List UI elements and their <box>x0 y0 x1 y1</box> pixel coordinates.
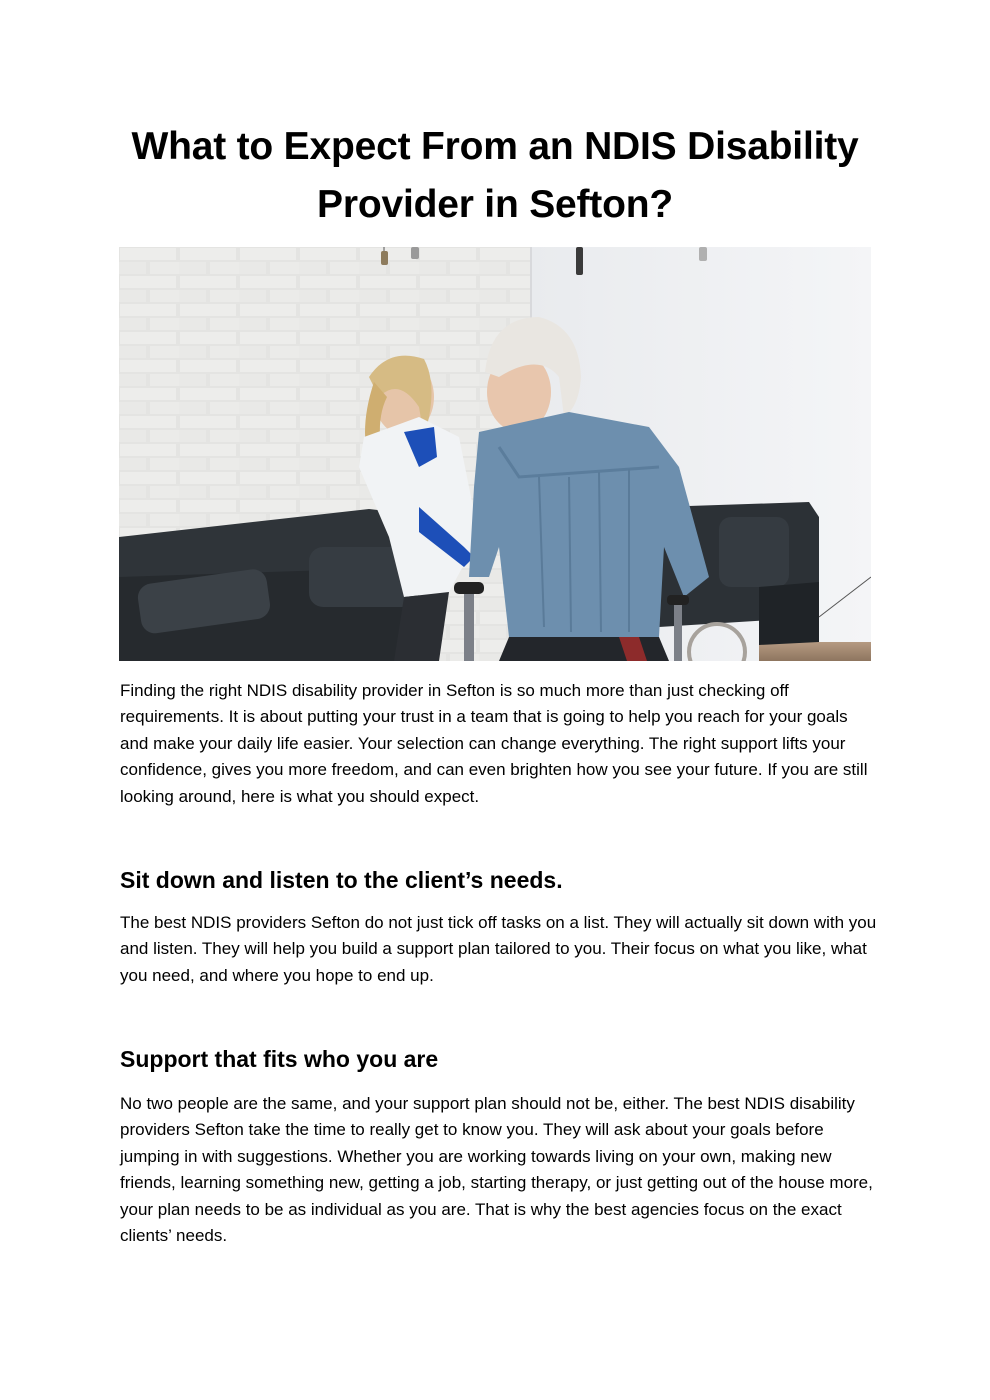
section-heading-support: Support that fits who you are <box>120 1046 439 1072</box>
section-body-listen: The best NDIS providers Sefton do not just tick off tasks on a list. They will actually sit down with you and listen. They will help you build a support plan tailored to you. Their focus on what you like, what you need, and where you hope to end up. <box>120 913 877 985</box>
intro-paragraph: Finding the right NDIS disability provider in Sefton is so much more than just checking off requirements. It is about putting your trust in a team that is going to help you reach for your goals and make your daily life easier. Your selection can change everything. The right support lifts your confidence, gives you more freedom, and can even brighten how you see your future. If you are still looking around, here is what you should expect. <box>120 681 868 806</box>
hero-image <box>119 247 871 661</box>
section-body-support: No two people are the same, and your support plan should not be, either. The best NDIS disability providers Sefton take the time to really get to know you. They will ask about your goals before jumping in with suggestions. Whether you are working towards living on your own, making new friends, learning something new, getting a job, starting therapy, or just getting out of the house more, your plan needs to be as individual as you are. That is why the best agencies focus on the exact clients’ needs. <box>120 1094 873 1246</box>
photo-caregiver-helping-elderly-woman <box>119 247 871 661</box>
page-title: What to Expect From an NDIS Disability Provider in Sefton? <box>131 125 859 226</box>
section-heading-listen: Sit down and listen to the client’s needs. <box>120 867 563 893</box>
